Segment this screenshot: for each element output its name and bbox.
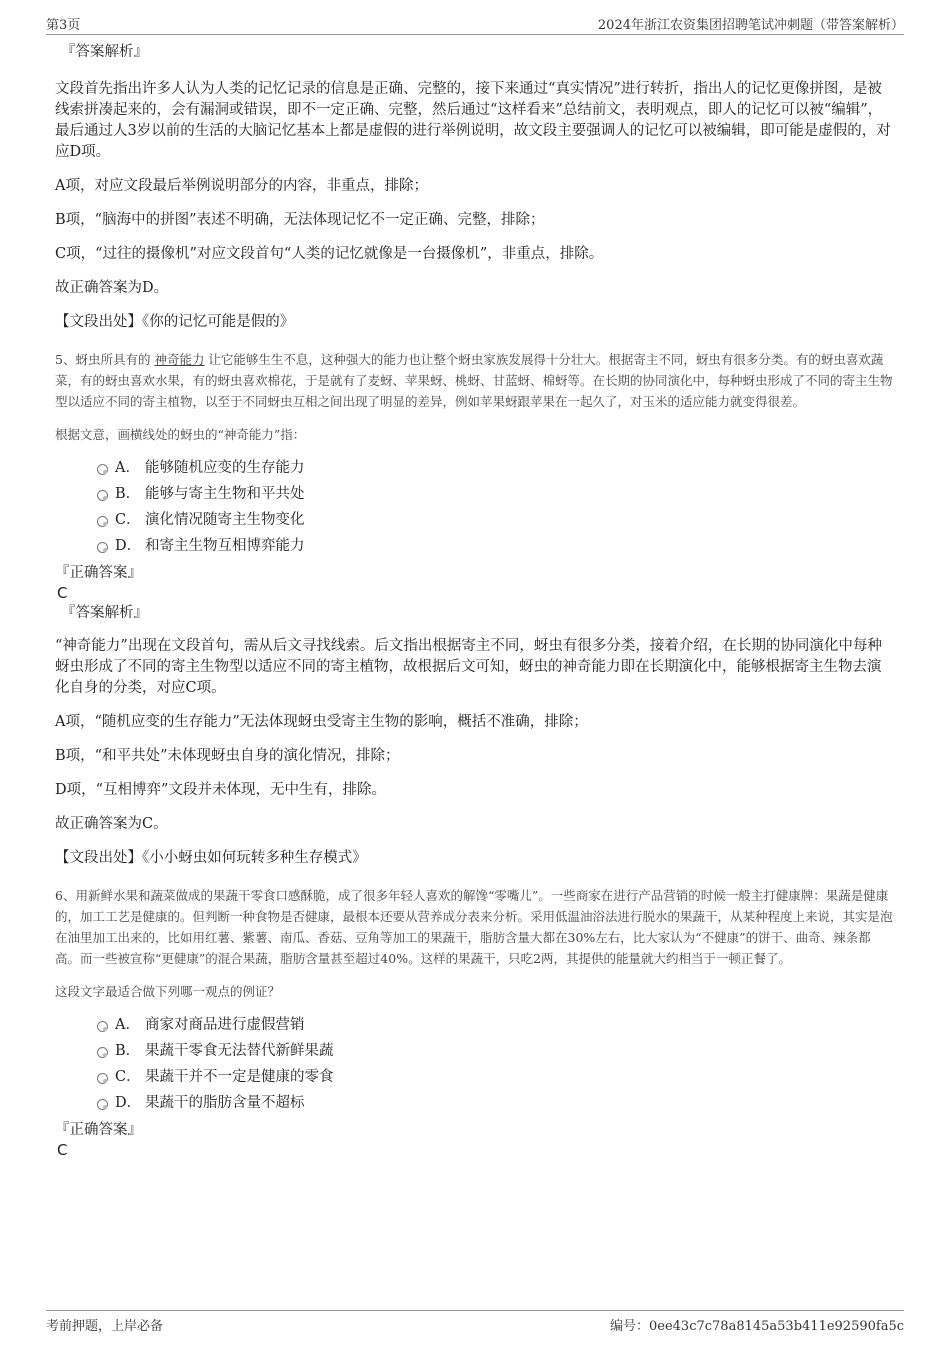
q6-option-a[interactable]: A． 商家对商品进行虚假营销 — [93, 1012, 895, 1038]
radio-icon[interactable] — [97, 542, 108, 553]
q5-stem: 5、蚜虫所具有的 神奇能力 让它能够生生不息，这种强大的能力也让整个蚜虫家族发展得十分壮大。根据寄主不同，蚜虫有很多分类。有的蚜虫喜欢蔬菜，有的蚜虫喜欢水果，有的蚜虫喜欢棉花，于是就有了麦蚜、苹果蚜、桃蚜、甘蓝蚜、棉蚜等。在长期的协同演化中，每种蚜虫形成了不同的寄主生物型以适应不同的寄主植物，以至于不同蚜虫互相之间出现了明显的差异，例如苹果蚜跟苹果在一起久了，对玉米的适应能力就变得很差。 — [55, 352, 893, 409]
q4-analysis-c: C项，“过往的摄像机”对应文段首句“人类的记忆就像是一台摄像机”，非重点，排除。 — [55, 246, 604, 262]
q4-source: 【文段出处】《你的记忆可能是假的》 — [55, 314, 295, 330]
q4-analysis-label: 『答案解析』 — [61, 44, 148, 60]
page-number: 第3页 — [46, 18, 81, 33]
q5-underlined-phrase: 神奇能力 — [154, 352, 205, 367]
q5-option-d[interactable]: D． 和寄主生物互相博弈能力 — [93, 533, 895, 559]
q6-answer-label: 『正确答案』 — [55, 1122, 142, 1138]
q4-analysis-a: A项，对应文段最后举例说明部分的内容，非重点，排除； — [55, 178, 428, 194]
q6-option-d[interactable]: D． 果蔬干的脂肪含量不超标 — [93, 1090, 895, 1116]
q5-conclusion: 故正确答案为C。 — [55, 816, 168, 832]
document-title: 2024年浙江农资集团招聘笔试冲刺题（带答案解析） — [597, 18, 904, 33]
q5-source: 【文段出处】《小小蚜虫如何玩转多种生存模式》 — [55, 850, 367, 866]
q5-analysis-d: D项，“互相博弈”文段并未体现，无中生有，排除。 — [55, 782, 386, 798]
q5-option-a[interactable]: A． 能够随机应变的生存能力 — [93, 455, 895, 481]
q5-option-c[interactable]: C． 演化情况随寄主生物变化 — [93, 507, 895, 533]
q5-analysis-b: B项，“和平共处”未体现蚜虫自身的演化情况，排除； — [55, 748, 400, 764]
q6-question: 这段文字最适合做下列哪一观点的例证？ — [55, 984, 281, 999]
radio-icon[interactable] — [97, 464, 108, 475]
q6-stem: 6、用新鲜水果和蔬菜做成的果蔬干零食口感酥脆，成了很多年轻人喜欢的解馋“零嘴儿”。一些商家在进行产品营销的时候一般主打健康牌：果蔬是健康的，加工工艺是健康的。但判断一种食物是否健康，最根本还要从营养成分表来分析。采用低温油浴法进行脱水的果蔬干，从某种程度上来说，其实是泡在油里加工出来的，比如用红薯、紫薯、南瓜、香菇、豆角等加工的果蔬干，脂肪含量大都在30%左右，比大家认为“不健康”的饼干、曲奇、辣条都高。而一些被宣称“更健康”的混合果蔬，脂肪含量甚至超过40%。这样的果蔬干，只吃2两，其提供的能量就大约相当于一顿正餐了。 — [55, 888, 893, 966]
q5-option-b[interactable]: B． 能够与寄主生物和平共处 — [93, 481, 895, 507]
radio-icon[interactable] — [97, 1021, 108, 1032]
q6-option-b[interactable]: B． 果蔬干零食无法替代新鲜果蔬 — [93, 1038, 895, 1064]
q5-answer-label: 『正确答案』 — [55, 565, 142, 581]
q5-options — [93, 455, 895, 559]
q5-question: 根据文意，画横线处的蚜虫的“神奇能力”指： — [55, 427, 306, 442]
q6-option-c[interactable]: C． 果蔬干并不一定是健康的零食 — [93, 1064, 895, 1090]
q6-answer: C — [57, 1141, 68, 1159]
radio-icon[interactable] — [97, 516, 108, 527]
q5-answer: C — [57, 584, 68, 602]
page-content — [55, 42, 895, 1160]
radio-icon[interactable] — [97, 1047, 108, 1058]
q4-analysis: 文段首先指出许多人认为人类的记忆记录的信息是正确、完整的，接下来通过“真实情况”进行转折，指出人的记忆更像拼图，是被线索拼凑起来的，会有漏洞或错误，即不一定正确、完整，然后通过“这样看来”总结前文，表明观点，即人的记忆可以被“编辑”，最后通过人3岁以前的生活的大脑记忆基本上都是虚假的进行举例说明，故文段主要强调人的记忆可以被编辑，即可能是虚假的，对应D项。 — [55, 81, 891, 160]
q4-conclusion: 故正确答案为D。 — [55, 280, 169, 296]
q5-analysis: “神奇能力”出现在文段首句，需从后文寻找线索。后文指出根据寄主不同，蚜虫有很多分类，接着介绍，在长期的协同演化中每种蚜虫形成了不同的寄主生物型以适应不同的寄主植物，故根据后文可知，蚜虫的神奇能力即在长期演化中，能够根据寄主生物去演化自身的分类，对应C项。 — [55, 638, 882, 696]
q5-analysis-label: 『答案解析』 — [61, 605, 148, 621]
page-footer — [46, 1310, 904, 1337]
q6-options — [93, 1012, 895, 1116]
q4-analysis-b: B项，“脑海中的拼图”表述不明确，无法体现记忆不一定正确、完整，排除； — [55, 212, 545, 228]
q5-analysis-a: A项，“随机应变的生存能力”无法体现蚜虫受寄主生物的影响，概括不准确，排除； — [55, 714, 588, 730]
radio-icon[interactable] — [97, 1099, 108, 1110]
radio-icon[interactable] — [97, 1073, 108, 1084]
page-header — [46, 12, 904, 35]
footer-slogan: 考前押题，上岸必备 — [46, 1319, 164, 1334]
document-id: 编号：0ee43c7c78a8145a53b411e92590fa5c — [610, 1319, 904, 1334]
radio-icon[interactable] — [97, 490, 108, 501]
